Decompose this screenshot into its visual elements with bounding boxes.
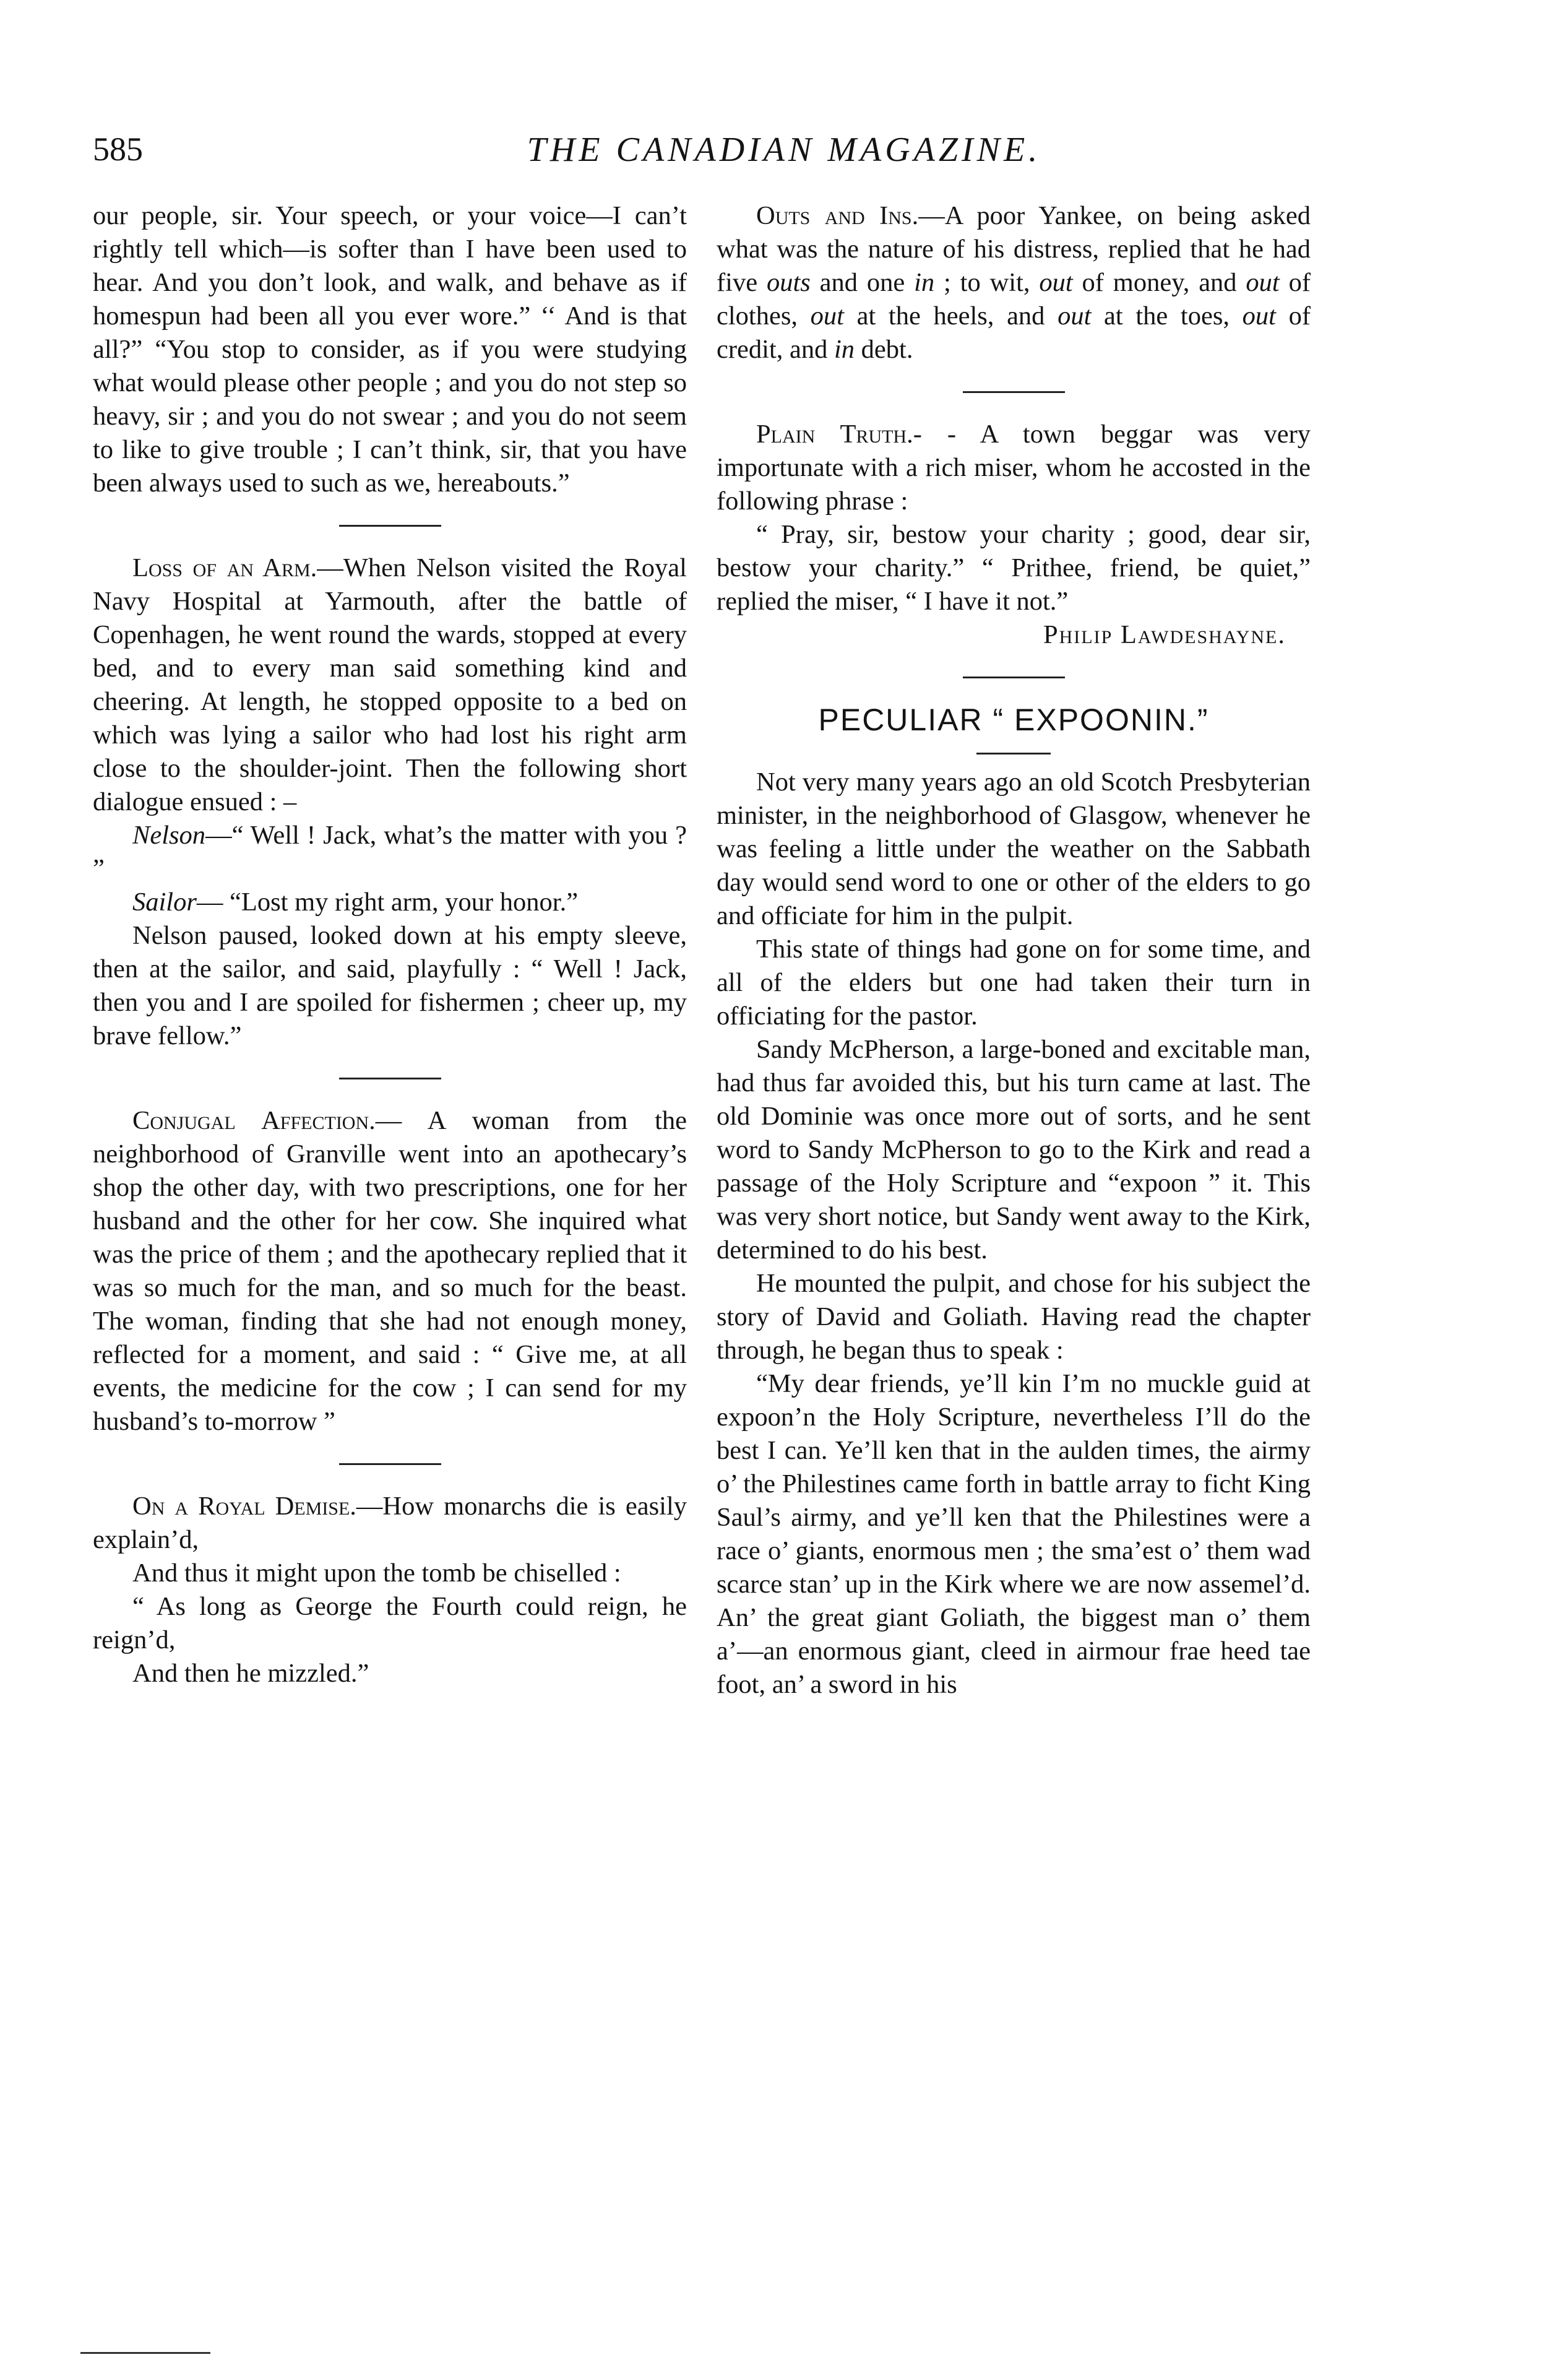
emphasis: out — [1242, 301, 1276, 331]
story-paragraph: “My dear friends, ye’ll kin I’m no muckle guid at expoon’n the Holy Scripture, nevertheless I’ll do the best I can. Ye’ll ken that in the aulden times, the airmy o’ the Philestines came forth in battle array to ficht King Saul’s airmy, and ye’ll ken that the Philestines were a race o’ giants, enormous men ; the sma’est o’ them wad scarce stan’ up in the Kirk where we are now assemel’d. An’ the great giant Goliath, the biggest man o’ them a’—an enormous giant, cleed in airmour frae heed tae foot, an’ a sword in his — [717, 1369, 1311, 1699]
emphasis: in — [914, 268, 935, 297]
verse-line: And then he mizzled.” — [132, 1659, 369, 1688]
continued-paragraph: our people, sir. Your speech, or your voice—I can’t rightly tell which—is softer than I have been used to hear. And you don’t look, and walk, and behave as if homespun had been all you ever wore.” ‘‘ And is that all?” “You stop to consider, as if you were studying what would please other people ; and you do not step so heavy, sir ; and you do not swear ; and you do not seem to like to give trouble ; I can’t think, sir, that you have been always used to such as we, hereabouts.” — [93, 201, 687, 498]
anecdote-paragraph: “ Pray, sir, bestow your charity ; good, dear sir, bestow your charity.” “ Prithee, friend, be quiet,” replied the miser, “ I have it not.” — [717, 520, 1311, 616]
section-title: On a Royal Demise. — [132, 1492, 356, 1521]
section-divider — [339, 525, 441, 527]
story-paragraph: He mounted the pulpit, and chose for his subject the story of David and Goliath. Having read the chapter through, he began thus to speak : — [717, 1269, 1311, 1365]
royal-anecdote — [93, 1490, 687, 1557]
anecdote-text: — A woman from the neighborhood of Granville went into an apothecary’s shop the other day, with two prescriptions, one for her husband and the other for her cow. She inquired what was the price of them ; and the apothecary replied that it was so much for the man, and so much for the beast. The woman, finding that she had not enough money, reflected for a moment, and said : “ Give me, at all events, the medicine for the cow ; I can send for my husband’s to-morrow ” — [93, 1106, 687, 1436]
story-heading: PECULIAR “ EXPOONIN.” — [818, 703, 1209, 737]
section-title: Conjugal Affection. — [132, 1106, 376, 1135]
plain-truth-anecdote — [717, 418, 1311, 518]
section-divider — [339, 1078, 441, 1079]
page-number: 585 — [93, 131, 143, 168]
emphasis: out — [1246, 268, 1280, 297]
anecdote-text: —How monarchs die is easily explain’d, — [93, 1492, 687, 1554]
anecdote-text: —When Nelson visited the Royal Navy Hospital at Yarmouth, after the battle of Copenhagen, he went round the wards, stopped at every bed, and to every man said something kind and cheering. At length, he stopped opposite to a bed on which was lying a sailor who had lost his right arm close to the shoulder-joint. Then the following short dialogue ensued : – — [93, 553, 687, 816]
anecdote-text: —A poor Yankee, on being asked what was the nature of his distress, replied that he had five — [717, 201, 1311, 297]
dialogue-text: —“ Well ! Jack, what’s the matter with you ? ” — [93, 821, 687, 883]
verse-line: “ As long as George the Fourth could reign, he reign’d, — [93, 1592, 687, 1654]
section-divider — [963, 677, 1065, 678]
dialogue-line — [93, 886, 687, 919]
footer-rule — [80, 2352, 210, 2354]
dialogue-text: — “Lost my right arm, your honor.” — [196, 888, 579, 917]
anecdote-paragraph: Nelson paused, looked down at his empty sleeve, then at the sailor, and said, playfully : “ Well ! Jack, then you and I are spoiled for fishermen ; cheer up, my brave fellow.” — [93, 921, 687, 1050]
anecdote-text: and one — [810, 268, 915, 297]
magazine-title: THE CANADIAN MAGAZINE. — [527, 131, 1041, 169]
outs-and-ins-anecdote — [717, 199, 1311, 366]
anecdote-text: at the toes, — [1091, 301, 1243, 331]
section-title: Plain Truth. — [756, 420, 913, 449]
story-paragraph: Sandy McPherson, a large-boned and excitable man, had thus far avoided this, but his turn came at last. The old Dominie was once more out of sorts, and he sent word to Sandy McPherson to go to the Kirk and read a passage of the Holy Scripture and “expoon ” it. This was very short notice, but Sandy went away to the Kirk, determined to do his best. — [717, 1035, 1311, 1265]
section-divider — [963, 391, 1065, 393]
conjugal-anecdote — [93, 1104, 687, 1438]
verse-line: And thus it might upon the tomb be chiselled : — [132, 1559, 621, 1588]
section-title: Outs and Ins. — [756, 201, 919, 230]
emphasis: out — [1058, 301, 1092, 331]
speaker-name: Sailor — [132, 888, 197, 917]
nelson-anecdote — [93, 551, 687, 819]
section-divider — [339, 1463, 441, 1465]
story-paragraph: Not very many years ago an old Scotch Presbyterian minister, in the neighborhood of Glasgow, whenever he was feeling a little under the weather on the Sabbath day would send word to one or other of the elders to go and officiate for him in the pulpit. — [717, 767, 1311, 930]
emphasis: in — [834, 335, 855, 364]
left-column — [93, 199, 687, 1690]
section-title: Loss of an Arm. — [132, 553, 317, 582]
anecdote-text: ; to wit, — [934, 268, 1040, 297]
anecdote-text: of money, and — [1072, 268, 1246, 297]
emphasis: out — [1039, 268, 1073, 297]
anecdote-text: debt. — [855, 335, 913, 364]
anecdote-text: - - A town beggar was very importunate with a rich miser, whom he accosted in the following phrase : — [717, 420, 1311, 516]
story-paragraph: This state of things had gone on for some time, and all of the elders but one had taken their turn in officiating for the pastor. — [717, 935, 1311, 1031]
emphasis: outs — [766, 268, 811, 297]
emphasis: out — [810, 301, 844, 331]
speaker-name: Nelson — [132, 821, 206, 850]
running-head — [0, 130, 1568, 179]
anecdote-text: of credit, and — [717, 301, 1311, 364]
right-column — [717, 199, 1311, 1701]
author-signature: Philip Lawdeshayne. — [1043, 620, 1286, 649]
anecdote-text: of clothes, — [717, 268, 1311, 331]
heading-underline — [976, 753, 1051, 754]
anecdote-text: at the heels, and — [843, 301, 1058, 331]
dialogue-line — [93, 819, 687, 886]
